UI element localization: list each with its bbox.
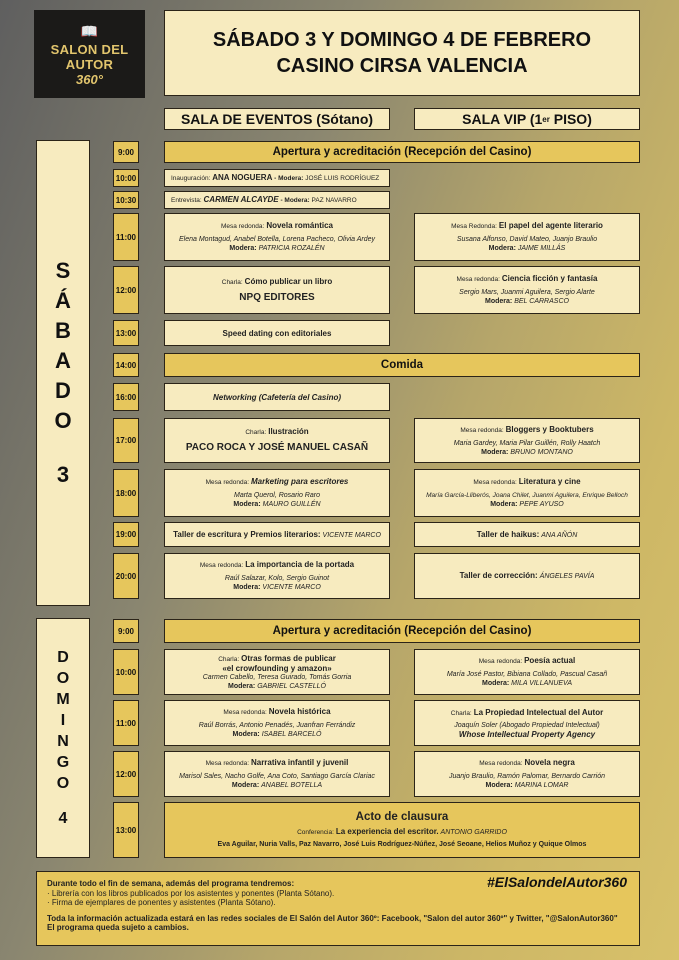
event-taller-escritura: Taller de escritura y Premios literarios: VICENTE MARCO [164, 522, 390, 547]
event-ilustracion: Charla: Ilustración PACO ROCA Y JOSÉ MANUEL CASAÑ [164, 418, 390, 463]
column-header-vip: SALA VIP (1 er PISO) [414, 108, 640, 130]
time-cell: 10:00 [113, 649, 139, 695]
time-cell: 13:00 [113, 802, 139, 858]
logo-line1: SALON DEL AUTOR [50, 42, 129, 72]
event-ciencia-ficcion: Mesa redonda: Ciencia ficción y fantasía Sergio Mars, Juanmi Aguilera, Sergio Alarte Modera: BEL CARRASCO [414, 266, 640, 314]
title-venue: CASINO CIRSA VALENCIA [276, 55, 528, 77]
event-marketing: Mesa redonda: Marketing para escritores Marta Querol, Rosario Raro Modera: MAURO GUILLÉN [164, 469, 390, 517]
time-cell: 14:00 [113, 353, 139, 377]
time-cell: 17:00 [113, 418, 139, 463]
day-label-sabado: S Á B A D O 3 [36, 140, 90, 606]
event-apertura-sabado: Apertura y acreditación (Recepción del Casino) [164, 141, 640, 163]
time-cell: 16:00 [113, 383, 139, 411]
time-cell: 18:00 [113, 469, 139, 517]
page-title [164, 10, 640, 96]
day-label-domingo: D O M I N G O 4 [36, 618, 90, 858]
footer-item: · Librería con los libros publicados por los asistentes y ponentes (Planta Sótano). [47, 888, 335, 898]
event-inauguracion: Inauguración: ANA NOGUERA - Modera: JOSÉ LUIS RODRÍGUEZ [164, 169, 390, 187]
time-cell: 9:00 [113, 619, 139, 643]
time-cell: 11:00 [113, 700, 139, 746]
event-poesia: Mesa redonda: Poesía actual María José Pastor, Bibiana Collado, Pascual Casañ Modera: MILA VILLANUEVA [414, 649, 640, 695]
footer-note: El programa queda sujeto a cambios. [47, 923, 189, 932]
footer-item: · Firma de ejemplares de ponentes y asistentes (Planta Sótano). [47, 898, 276, 907]
logo-line2: 360° [76, 72, 103, 87]
time-cell: 20:00 [113, 553, 139, 599]
event-otras-formas: Charla: Otras formas de publicar «el crowfounding y amazon» Carmen Cabello, Teresa Guirado, Tomás Gorria Modera: GABRIEL CASTELLÓ [164, 649, 390, 695]
time-cell: 12:00 [113, 751, 139, 797]
event-agente-literario: Mesa Redonda: El papel del agente literario Susana Alfonso, David Mateo, Juanjo Braulio Modera: JAIME MILLÁS [414, 213, 640, 261]
time-cell: 19:00 [113, 522, 139, 547]
logo [34, 10, 145, 98]
time-cell: 10:30 [113, 191, 139, 209]
event-narrativa-infantil: Mesa redonda: Narrativa infantil y juvenil Marisol Sales, Nacho Golfe, Ana Coto, Santiago García Clariac Modera: ANABEL BOTELLA [164, 751, 390, 797]
book-icon: 📖 [80, 23, 99, 39]
title-dates: SÁBADO 3 Y DOMINGO 4 DE FEBRERO [212, 29, 592, 51]
event-novela-historica: Mesa redonda: Novela histórica Raúl Borrás, Antonio Penadés, Juanfran Ferrándiz Modera: ISABEL BARCELÓ [164, 700, 390, 746]
column-header-eventos: SALA DE EVENTOS (Sótano) [164, 108, 390, 130]
event-bloggers: Mesa redonda: Bloggers y Booktubers Maria Gardey, Maria Pilar Guillén, Rolly Haatch Modera: BRUNO MONTANO [414, 418, 640, 463]
time-cell: 12:00 [113, 266, 139, 314]
event-speed-dating: Speed dating con editoriales [164, 320, 390, 346]
event-como-publicar: Charla: Cómo publicar un libro NPQ EDITORES [164, 266, 390, 314]
event-clausura: Acto de clausura Conferencia: La experiencia del escritor. ANTONIO GARRIDO Eva Aguilar, Nuria Valls, Paz Navarro, José Luis Rodríguez-Núñez, José Seoane, Helios Muñoz y Quique Olmos [164, 802, 640, 858]
event-apertura-domingo: Apertura y acreditación (Recepción del Casino) [164, 619, 640, 643]
event-taller-correccion: Taller de corrección: ÁNGELES PAVÍA [414, 553, 640, 599]
footer-info [36, 871, 640, 946]
event-novela-romantica: Mesa redonda: Novela romántica Elena Montagud, Anabel Botella, Lorena Pacheco, Olivia Ardey Modera: PATRICIA ROZALÉN [164, 213, 390, 261]
time-cell: 10:00 [113, 169, 139, 187]
event-entrevista: Entrevista: CARMEN ALCAYDE - Modera: PAZ NAVARRO [164, 191, 390, 209]
footer-intro: Durante todo el fin de semana, además del programa tendremos: [47, 879, 295, 888]
time-cell: 9:00 [113, 141, 139, 163]
time-cell: 11:00 [113, 213, 139, 261]
event-novela-negra: Mesa redonda: Novela negra Juanjo Braulio, Ramón Palomar, Bernardo Carrión Modera: MARINA LOMAR [414, 751, 640, 797]
event-comida: Comida [164, 353, 640, 377]
event-literatura-cine: Mesa redonda: Literatura y cine María García-Lliberós, Joana Chilet, Juanmi Aguilera, Enrique Belloch Modera: PEPE AYUSO [414, 469, 640, 517]
event-propiedad-intelectual: Charla: La Propiedad Intelectual del Autor Joaquín Soler (Abogado Propiedad Intelectual) Whose Intellectual Property Agency [414, 700, 640, 746]
hashtag: #ElSalondelAutor360 [486, 874, 627, 890]
event-networking: Networking (Cafetería del Casino) [164, 383, 390, 411]
event-portada: Mesa redonda: La importancia de la portada Raúl Salazar, Kolo, Sergio Guinot Modera: VICENTE MARCO [164, 553, 390, 599]
event-taller-haikus: Taller de haikus: ANA AÑÓN [414, 522, 640, 547]
time-cell: 13:00 [113, 320, 139, 346]
footer-social: Toda la información actualizada estará en las redes sociales de El Salón del Autor 360º: Facebook, "Salon del autor 360º" y Twitter, "@SalonAutor360" [47, 913, 618, 923]
